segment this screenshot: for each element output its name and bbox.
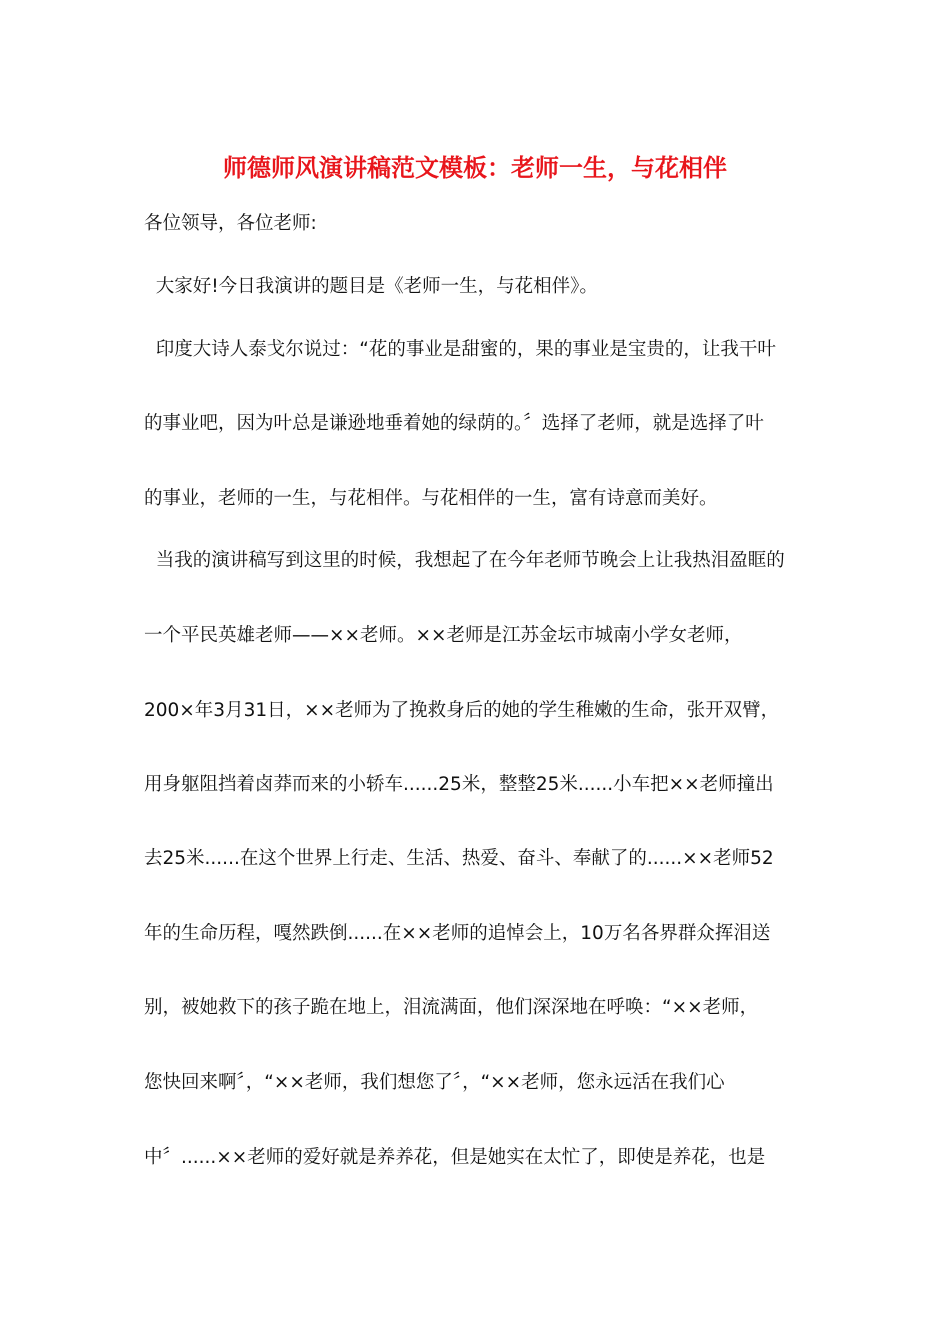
paragraph-line: 印度大诗人泰戈尔说过：“花的事业是甜蜜的，果的事业是宝贵的，让我干叶: [144, 339, 776, 360]
paragraph-line: 的事业吧，因为叶总是谦逊地垂着她的绿荫的。〞选择了老师，就是选择了叶: [144, 413, 764, 434]
paragraph-line: 一个平民英雄老师——××老师。××老师是江苏金坛市城南小学女老师，: [144, 625, 743, 646]
paragraph-line: 年的生命历程，嘎然跌倒......在××老师的追悼会上，10万名各界群众挥泪送: [144, 923, 771, 944]
paragraph-line: 当我的演讲稿写到这里的时候，我想起了在今年老师节晚会上让我热泪盈眶的: [144, 550, 785, 571]
paragraph-line: 用身躯阻挡着卤莽而来的小轿车......25米，整整25米......小车把××老师撞出: [144, 774, 774, 795]
paragraph-line: 您快回来啊〞，“××老师，我们想您了〞，“××老师，您永远活在我们心: [144, 1072, 725, 1093]
paragraph-line: 大家好!今日我演讲的题目是《老师一生，与花相伴》。: [144, 276, 598, 297]
salutation: 各位领导，各位老师:: [144, 213, 317, 234]
document-title: 师德师风演讲稿范文模板：老师一生，与花相伴: [223, 153, 727, 182]
paragraph-line: 去25米......在这个世界上行走、生活、热爱、奋斗、奉献了的......××老师52: [144, 848, 774, 869]
paragraph-line: 的事业，老师的一生，与花相伴。与花相伴的一生，富有诗意而美好。: [144, 488, 718, 509]
paragraph-line: 200×年3月31日，××老师为了挽救身后的她的学生稚嫩的生命，张开双臂，: [144, 700, 780, 721]
paragraph-line: 别，被她救下的孩子跪在地上，泪流满面，他们深深地在呼唤：“××老师，: [144, 997, 759, 1018]
paragraph-line: 中〞......××老师的爱好就是养养花，但是她实在太忙了，即使是养花，也是: [144, 1147, 766, 1168]
